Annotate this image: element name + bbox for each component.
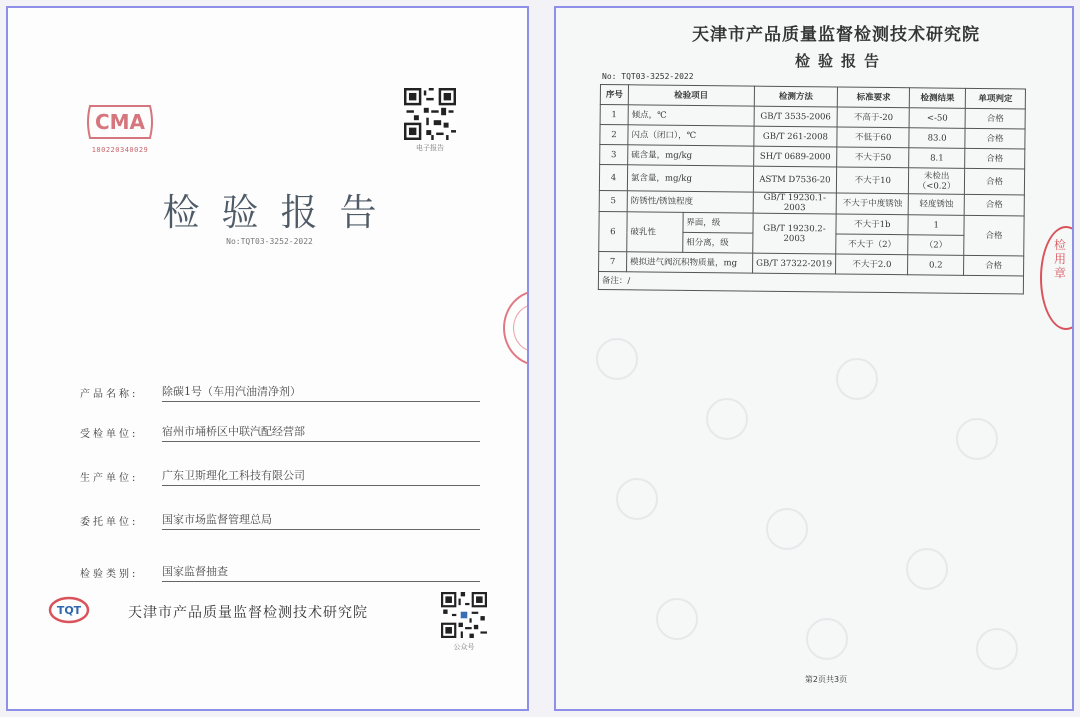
watermark-logo: [956, 418, 998, 460]
cell-item: 硫含量，mg/kg: [628, 145, 754, 166]
field-value: 广东卫斯理化工科技有限公司: [162, 467, 480, 486]
cover-report-number: No:TQT03-3252-2022: [226, 237, 313, 246]
watermark-logo: [656, 598, 698, 640]
cell-result: 未检出（<0.2）: [909, 168, 965, 195]
cell-item: 破乳性: [627, 212, 683, 253]
cma-logo: [84, 100, 156, 164]
cell-subitem: 界面，级: [683, 212, 753, 233]
svg-text:CMA: CMA: [94, 110, 146, 134]
cell-result: 0.2: [908, 255, 964, 276]
report-number: No: TQT03-3252-2022: [602, 72, 694, 81]
header-cell: 检测方法: [754, 86, 838, 107]
cma-code: 180220340029: [91, 146, 149, 154]
public-account-qr-code[interactable]: [441, 592, 487, 638]
watermark-logo: [706, 398, 748, 440]
field-product-name: [80, 382, 480, 402]
cell-no: 4: [599, 165, 627, 191]
field-manufacturer: [80, 466, 480, 486]
cell-requirement: 不高于-20: [837, 107, 909, 128]
cell-no: 7: [599, 251, 627, 271]
cell-no: 1: [600, 105, 628, 125]
cell-requirement: 不大于中度锈蚀: [837, 193, 909, 215]
cell-item: 闪点（闭口），℃: [628, 125, 754, 146]
field-label: 委托单位:: [80, 517, 139, 528]
field-inspection-type: [80, 562, 480, 582]
cell-no: 5: [599, 190, 627, 211]
report-subtitle: 检验报告: [794, 52, 887, 70]
field-label: 生产单位:: [80, 473, 139, 484]
cell-item: 模拟进气阀沉积物质量，mg: [626, 252, 752, 273]
cell-method: GB/T 3535-2006: [754, 106, 838, 127]
cell-requirement: 不大于（2）: [836, 234, 908, 255]
cell-requirement: 不大于50: [837, 147, 909, 168]
field-label: 检验类别:: [80, 569, 139, 580]
cell-result: 83.0: [909, 128, 965, 149]
qr-code-icon: [441, 592, 487, 638]
qr-code-icon: [404, 88, 456, 140]
report-results-page: [554, 6, 1074, 711]
cell-item: 氯含量，mg/kg: [627, 165, 753, 192]
cell-method: GB/T 19230.2-2003: [752, 213, 836, 254]
header-cell: 检测结果: [909, 88, 965, 109]
header-cell: 标准要求: [838, 87, 910, 108]
cell-requirement: 不低于60: [837, 127, 909, 148]
cell-requirement: 不大于10: [837, 167, 909, 194]
watermark-logo: [616, 478, 658, 520]
cell-verdict: 合格: [964, 255, 1024, 276]
cell-verdict: 合格: [964, 215, 1024, 256]
svg-text:TQT: TQT: [56, 604, 82, 617]
cell-verdict: 合格: [965, 148, 1025, 169]
cell-method: GB/T 19230.1-2003: [753, 192, 837, 214]
cell-item: 倾点，℃: [628, 105, 754, 126]
cell-verdict: 合格: [965, 168, 1025, 195]
cell-requirement: 不大于2.0: [836, 254, 908, 275]
watermark-logo: [766, 508, 808, 550]
cma-mark-icon: [84, 100, 156, 144]
electronic-report-caption: 电子报告: [416, 144, 444, 152]
cell-result: 1: [908, 215, 964, 236]
table-row: [599, 211, 1024, 235]
watermark-logo: [596, 338, 638, 380]
public-account-caption: 公众号: [453, 643, 475, 651]
cell-no: 2: [600, 125, 628, 145]
tqt-logo: [48, 596, 90, 624]
cell-result: 8.1: [909, 148, 965, 169]
inspection-results-table: [598, 84, 1026, 294]
cell-no: 6: [599, 211, 627, 251]
table-note-row: [598, 271, 1023, 293]
field-value: 除碳1号（车用汽油清净剂）: [162, 383, 480, 402]
field-value: 国家监督抽查: [162, 563, 480, 582]
official-seal-text: 检用章: [1054, 238, 1067, 280]
cell-method: SH/T 0689-2000: [753, 146, 837, 167]
cell-verdict: 合格: [965, 108, 1025, 129]
cell-method: GB/T 37322-2019: [752, 253, 836, 274]
watermark-logo: [906, 548, 948, 590]
institute-name: 天津市产品质量监督检测技术研究院: [128, 605, 368, 621]
tqt-logo-icon: [48, 596, 90, 624]
electronic-report-qr-code[interactable]: [404, 88, 456, 140]
header-cell: 序号: [600, 85, 628, 105]
header-cell: 检验项目: [628, 85, 754, 106]
watermark-logo: [836, 358, 878, 400]
cell-result: 轻度锈蚀: [908, 194, 964, 216]
cell-no: 3: [600, 145, 628, 165]
page-number: 第2页共3页: [804, 675, 848, 684]
header-cell: 单项判定: [965, 88, 1025, 109]
field-label: 产品名称:: [80, 389, 139, 400]
cell-verdict: 合格: [965, 128, 1025, 149]
cover-title: 检验报告: [162, 191, 399, 234]
field-value: 国家市场监督管理总局: [162, 511, 480, 530]
field-label: 受检单位:: [80, 429, 139, 440]
report-cover-page: [6, 6, 529, 711]
cell-item: 防锈性/锈蚀程度: [627, 191, 753, 213]
cell-note: 备注：/: [598, 271, 1023, 293]
cell-verdict: 合格: [964, 194, 1024, 216]
report-institute-title: 天津市产品质量监督检测技术研究院: [692, 25, 980, 45]
cell-requirement: 不大于1b: [836, 214, 908, 235]
field-commissioning-unit: [80, 510, 480, 530]
cell-method: GB/T 261-2008: [753, 126, 837, 147]
watermark-logo: [976, 628, 1018, 670]
cell-result: （2）: [908, 235, 964, 256]
watermark-logo: [806, 618, 848, 660]
field-value: 宿州市埇桥区中联汽配经营部: [162, 423, 480, 442]
cell-method: ASTM D7536-20: [753, 166, 837, 193]
cell-result: <-50: [909, 108, 965, 129]
field-inspected-unit: [80, 422, 480, 442]
cell-subitem: 相分离，级: [683, 232, 753, 253]
